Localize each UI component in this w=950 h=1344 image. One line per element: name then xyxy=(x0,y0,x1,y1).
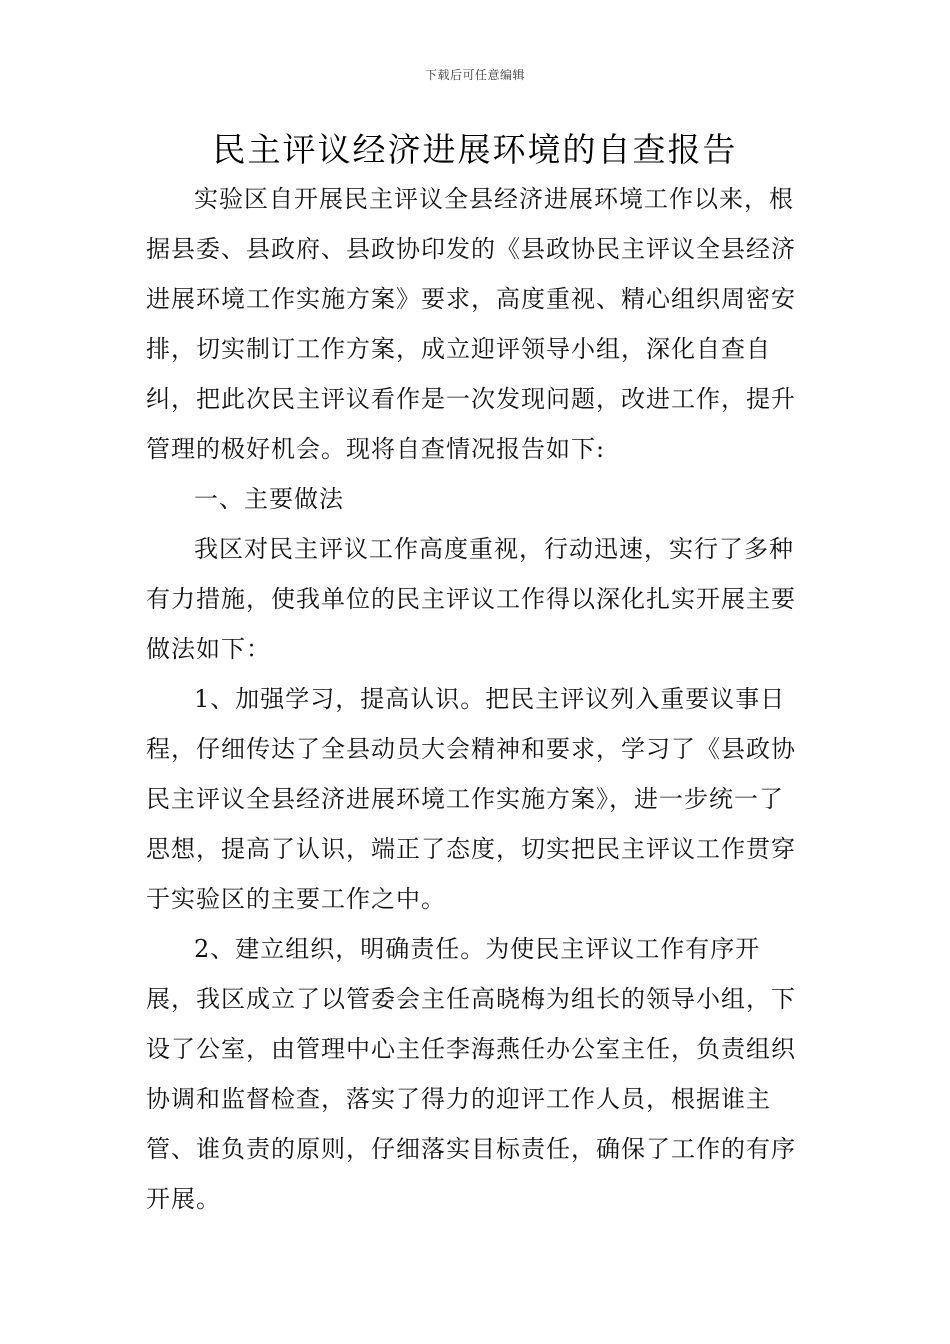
paragraph-intro: 实验区自开展民主评议全县经济进展环境工作以来，根据县委、县政府、县政协印发的《县政协民主评议全县经济进展环境工作实施方案》要求，高度重视、精心组织周密安排，切实制订工作方案，成立迎评领导小组，深化自查自纠，把此次民主评议看作是一次发现问题，改进工作，提升管理的极好机会。现将自查情况报告如下: xyxy=(146,185,796,463)
paragraph-item-2: 2、建立组织，明确责任。为使民主评议工作有序开展，我区成立了以管委会主任高晓梅为组长的领导小组，下设了公室，由管理中心主任李海燕任办公室主任，负责组织协调和监督检查，落实了得力的迎评工作人员，根据谁主管、谁负责的原则，仔细落实目标责任，确保了工作的有序开展。 xyxy=(146,935,796,1213)
section-heading-main-practices: 一、主要做法 xyxy=(194,485,344,513)
document-body xyxy=(146,174,806,1224)
paragraph-practices-overview: 我区对民主评议工作高度重视，行动迅速，实行了多种有力措施，使我单位的民主评议工作得以深化扎实开展主要做法如下： xyxy=(146,535,796,663)
header-note: 下载后可任意编辑 xyxy=(424,68,525,82)
document-title: 民主评议经济进展环境的自查报告 xyxy=(212,130,738,169)
paragraph-item-1: 1、加强学习，提高认识。把民主评议列入重要议事日程，仔细传达了全县动员大会精神和要求，学习了《县政协民主评议全县经济进展环境工作实施方案》，进一步统一了思想，提高了认识，端正了态度，切实把民主评议工作贯穿于实验区的主要工作之中。 xyxy=(146,685,796,913)
